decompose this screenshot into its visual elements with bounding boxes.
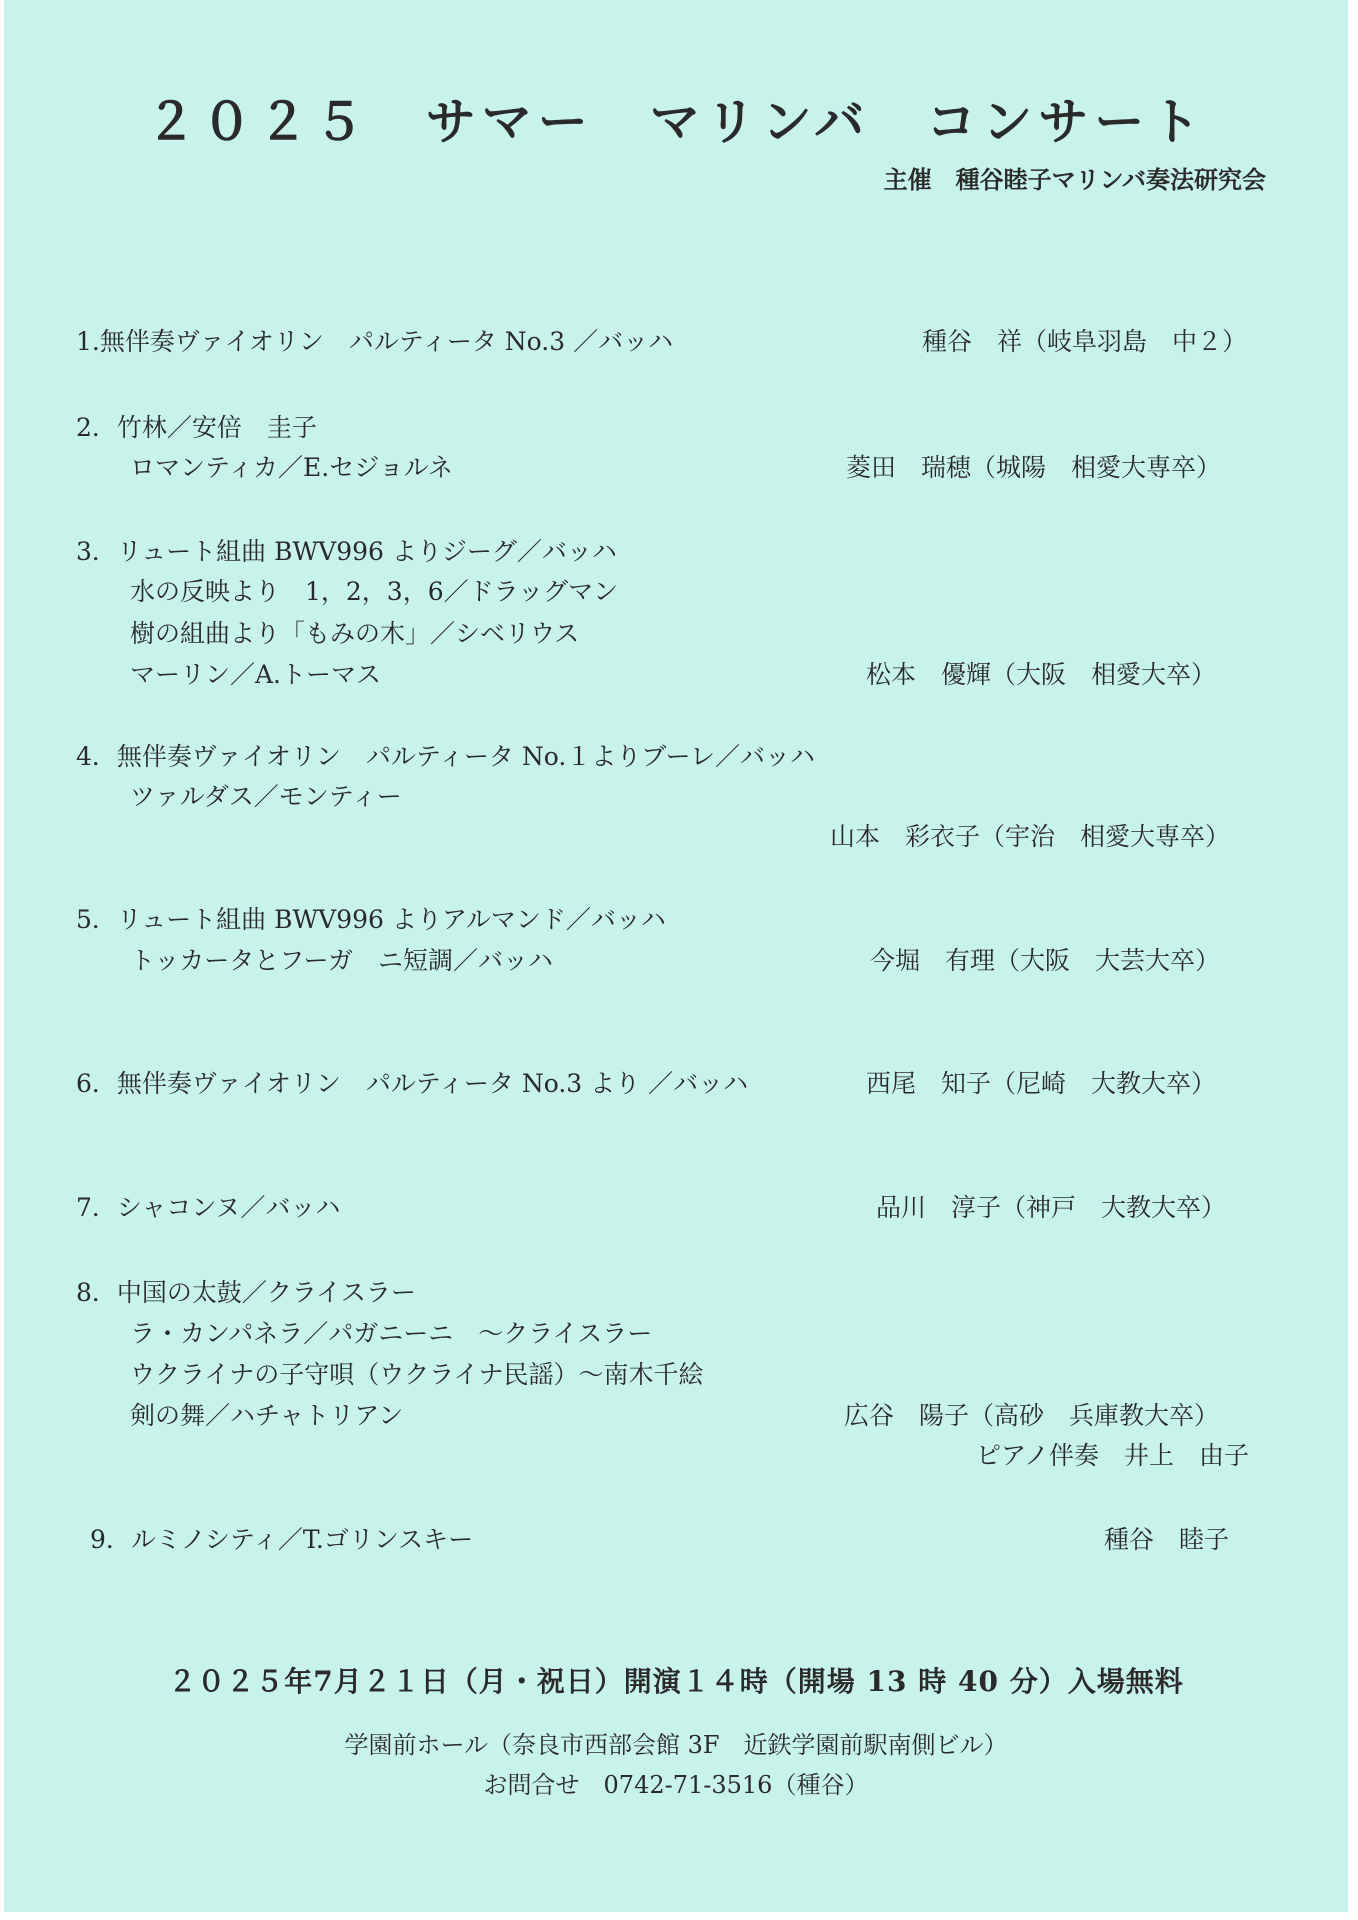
program-item-2-line-1: 2．竹林／安倍 圭子: [76, 413, 317, 442]
program-item-8-accompanist: ピアノ伴奏 井上 由子: [976, 1441, 1250, 1470]
program-item-3-line-1: 3．リュート組曲 BWV996 よりジーグ／バッハ: [76, 537, 617, 566]
organizer: 主催 種谷睦子マリンバ奏法研究会: [883, 165, 1266, 194]
program-item-7-performer: 品川 淳子（神戸 大教大卒）: [876, 1193, 1227, 1222]
program-item-3-performer: 松本 優輝（大阪 相愛大卒）: [866, 660, 1217, 689]
program-item-8-performer: 広谷 陽子（高砂 兵庫教大卒）: [844, 1401, 1220, 1430]
venue: 学園前ホール（奈良市西部会館 3F 近鉄学園前駅南側ビル）: [344, 1731, 1008, 1759]
flyer-page: [4, 0, 1348, 1912]
program-item-8-line-2: ラ・カンパネラ／パガニーニ ～クライスラー: [130, 1319, 653, 1348]
program-item-1-performer: 種谷 祥（岐阜羽島 中２）: [922, 327, 1248, 356]
program-item-1-line-1: 1.無伴奏ヴァイオリン パルティータ No.3 ／バッハ: [76, 327, 674, 356]
program-item-7-line-1: 7．シャコンヌ／バッハ: [76, 1193, 341, 1222]
program-item-9-performer: 種谷 睦子: [1104, 1525, 1230, 1554]
program-item-6-line-1: 6．無伴奏ヴァイオリン パルティータ No.3 より ／バッハ: [76, 1069, 749, 1098]
program-item-4-performer: 山本 彩衣子（宇治 相愛大専卒）: [830, 822, 1231, 851]
program-item-8-line-4: 剣の舞／ハチャトリアン: [130, 1401, 404, 1430]
program-item-5-line-1: 5．リュート組曲 BWV996 よりアルマンド／バッハ: [76, 905, 666, 934]
program-item-4-line-1: 4．無伴奏ヴァイオリン パルティータ No.１よりブーレ／バッハ: [76, 742, 816, 771]
program-item-2-performer: 菱田 瑞穂（城陽 相愛大専卒）: [846, 453, 1222, 482]
program-item-9-line-1: 9．ルミノシティ／T.ゴリンスキー: [90, 1525, 474, 1554]
contact: お問合せ 0742-71-3516（種谷）: [483, 1771, 869, 1799]
program-item-2-line-2: ロマンティカ／E.セジョルネ: [130, 453, 453, 482]
concert-title: ２０２５ サマー マリンバ コンサート: [145, 92, 1207, 151]
program-item-5-performer: 今堀 有理（大阪 大芸大卒）: [870, 946, 1221, 975]
program-item-8-line-1: 8．中国の太鼓／クライスラー: [76, 1278, 416, 1307]
program-item-3-line-3: 樹の組曲より「もみの木」／シベリウス: [130, 619, 580, 648]
concert-date-time: ２０２５年7月２１日（月・祝日）開演１４時（開場 13 時 40 分）入場無料: [168, 1665, 1184, 1698]
program-item-3-line-2: 水の反映より 1，2，3，6／ドラッグマン: [130, 577, 619, 606]
program-item-6-performer: 西尾 知子（尼崎 大教大卒）: [866, 1069, 1217, 1098]
program-item-5-line-2: トッカータとフーガ ニ短調／バッハ: [130, 946, 554, 975]
program-item-4-line-2: ツァルダス／モンティー: [130, 782, 402, 811]
program-item-8-line-3: ウクライナの子守唄（ウクライナ民謡）～南木千絵: [130, 1360, 704, 1389]
program-item-3-line-4: マーリン／A.トーマス: [130, 660, 382, 689]
